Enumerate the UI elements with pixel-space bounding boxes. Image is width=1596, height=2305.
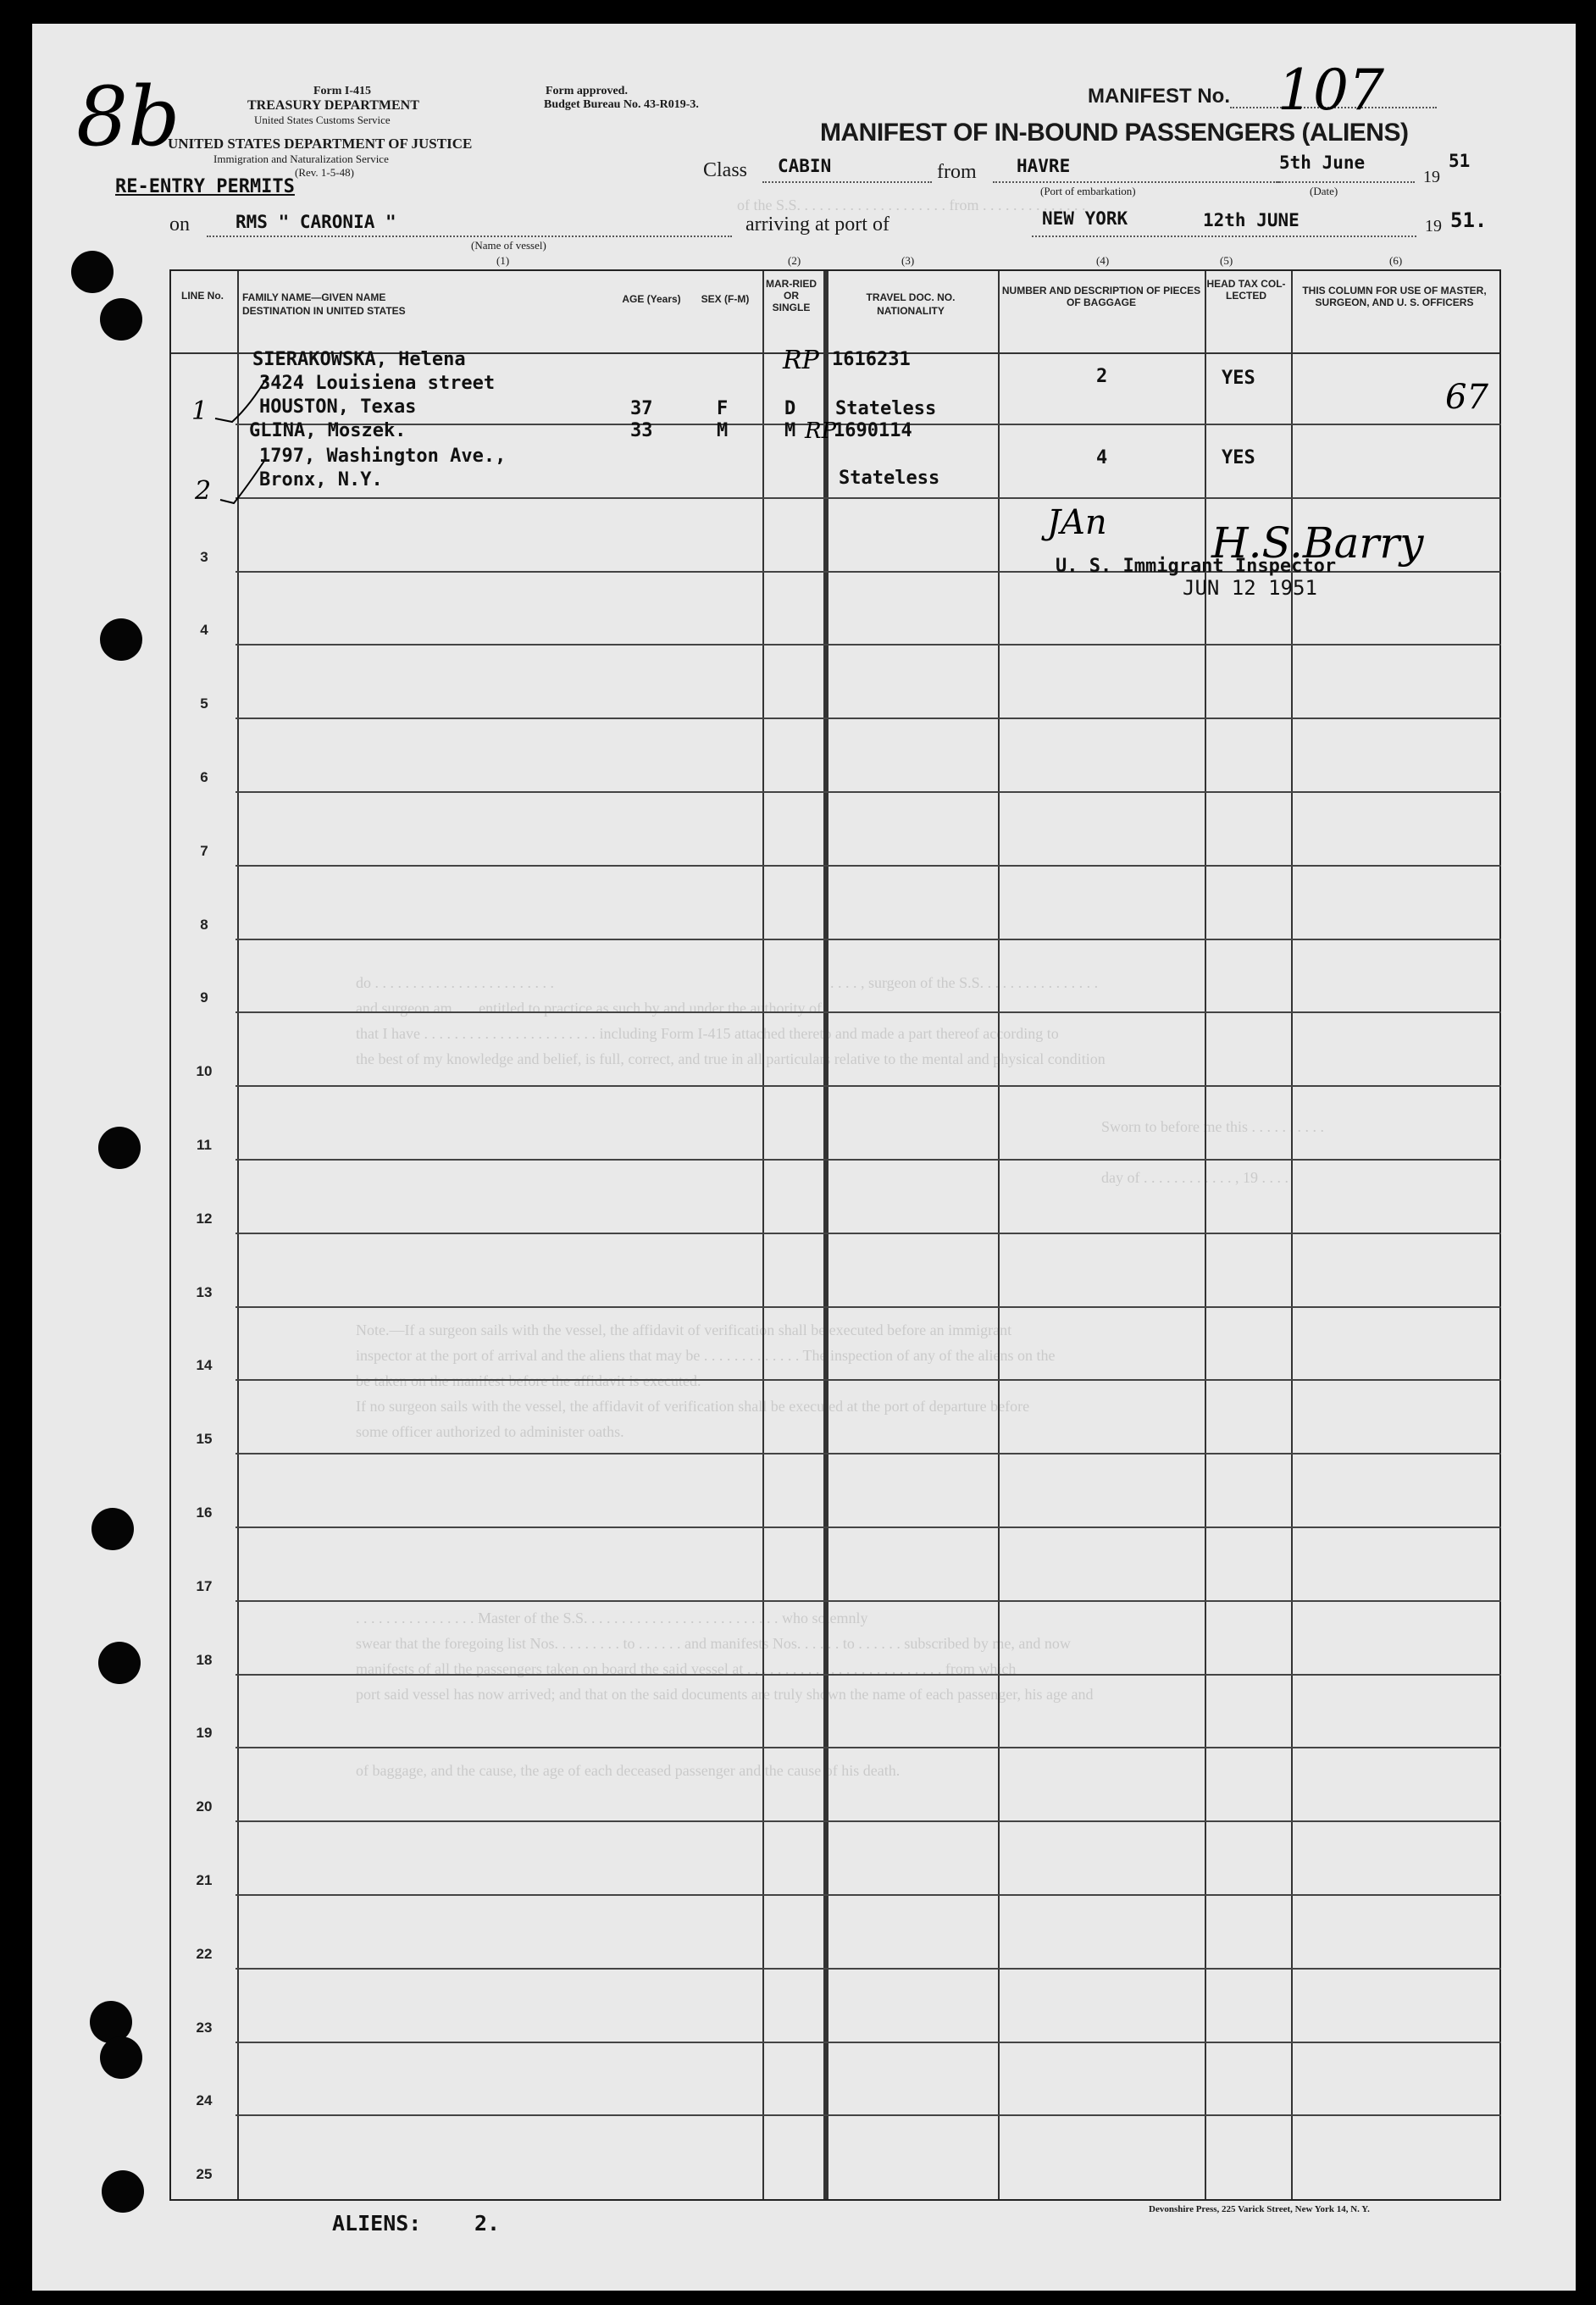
departure-date-value: 5th June [1279, 152, 1366, 173]
bleed-through-text: of baggage, and the cause, the age of each deceased passenger and the cause of his death. [356, 1762, 901, 1779]
column-number: (6) [1389, 254, 1403, 267]
header-nationality: NATIONALITY [877, 305, 945, 317]
check-mark-icon [217, 457, 268, 505]
column-number: (2) [788, 254, 801, 267]
column-divider [998, 271, 1000, 2199]
line-number: 11 [197, 1137, 212, 1153]
form-number: Form I-415 [313, 85, 372, 97]
row-line [236, 718, 1501, 719]
line-number: 12 [196, 1211, 213, 1227]
row-line [236, 1379, 1501, 1381]
arrival-port-value: NEW YORK [1042, 208, 1128, 229]
arrival-year-suffix: 51. [1450, 208, 1488, 232]
punch-hole [98, 1127, 141, 1169]
passenger-travel-doc: 1616231 [832, 349, 911, 370]
line-number: 22 [196, 1946, 213, 1962]
column-number: (1) [496, 254, 510, 267]
officer-note: 67 [1445, 378, 1488, 417]
row-check-mark: 1 [191, 396, 208, 426]
from-label: from [937, 161, 977, 183]
column-divider [827, 271, 828, 2199]
header-married: MAR-RIED OR SINGLE [766, 278, 817, 313]
aliens-count-value: 2. [474, 2211, 501, 2236]
date-caption: (Date) [1310, 185, 1338, 197]
line-number: 8 [200, 917, 208, 933]
punch-hole [100, 2036, 142, 2079]
passenger-address: 1797, Washington Ave., [259, 446, 507, 467]
header-travel-doc: TRAVEL DOC. NO. [866, 291, 956, 303]
passenger-marital: D [784, 398, 796, 419]
passenger-address: 3424 Louisiena street [259, 373, 496, 394]
header-sex: SEX (F-M) [701, 293, 750, 305]
bleed-through-text: swear that the foregoing list Nos. . . . . . . . . to . . . . . . and manifests Nos. . . . . . to . . . . . . subscribed by me, and now [356, 1635, 1071, 1652]
row-line [236, 1820, 1501, 1822]
passenger-baggage: 2 [1096, 366, 1108, 387]
row-line [236, 1011, 1501, 1013]
row-line [236, 1674, 1501, 1676]
bleed-through-text: . . . . , surgeon of the S.S. . . . . . . . . . . . . . . . [830, 974, 1099, 991]
column-divider [823, 271, 825, 2199]
bleed-through-text: that I have . . . . . . . . . . . . . . . . . . . . . . . including Form I-415 attached thereto and made a part thereof according to [356, 1025, 1059, 1042]
row-check-mark: 2 [195, 476, 212, 506]
line-number: 9 [200, 989, 208, 1006]
inspector-initials: JAn [1047, 503, 1107, 542]
class-label: Class [703, 159, 748, 181]
ins-label: Immigration and Naturalization Service [213, 152, 389, 165]
manifest-number-label: MANIFEST No. [1088, 85, 1230, 108]
row-line [236, 1527, 1501, 1528]
row-line [236, 791, 1501, 793]
bleed-through-text: the best of my knowledge and belief, is full, correct, and true in all particulars relative to the mental and physical condition [356, 1050, 1106, 1067]
doc-prefix-handwritten: RP [805, 418, 837, 444]
printer-imprint: Devonshire Press, 225 Varick Street, New York 14, N. Y. [1149, 2204, 1370, 2214]
bleed-through-text: and surgeon am . . . entitled to practice as such by and under the authority of . . . . . . . . . . . . . . . . . . . . . . . [356, 1000, 998, 1017]
revision-label: (Rev. 1-5-48) [295, 166, 354, 179]
bleed-through-text: Note.—If a surgeon sails with the vessel, the affidavit of verification shall be executed before an immigrant [356, 1321, 1012, 1338]
line-number: 20 [196, 1798, 213, 1815]
passenger-name: SIERAKOWSKA, Helena [252, 349, 466, 370]
passenger-age: 33 [630, 420, 653, 441]
justice-label: UNITED STATES DEPARTMENT OF JUSTICE [168, 136, 473, 152]
punch-hole [100, 618, 142, 661]
passenger-nationality: Stateless [839, 468, 940, 489]
form-approved-label: Form approved. [546, 85, 628, 97]
punch-hole [98, 1642, 141, 1684]
passenger-marital: M [784, 420, 796, 441]
bleed-through-text: day of . . . . . . . . . . . . , 19 . . . . [1101, 1169, 1288, 1186]
row-line [236, 1233, 1501, 1234]
bleed-through-text: be taken on the manifest before the affidavit is executed. [356, 1372, 701, 1389]
bleed-through-text: do . . . . . . . . . . . . . . . . . . . . . . . . [356, 974, 554, 991]
vessel-on-label: on [169, 213, 190, 235]
column-number: (5) [1220, 254, 1233, 267]
punch-hole [100, 298, 142, 341]
passenger-name: GLINA, Moszek. [249, 420, 407, 441]
arrival-underline [1032, 235, 1416, 237]
line-number: 25 [196, 2166, 213, 2182]
date-underline [1276, 181, 1415, 183]
passenger-city: HOUSTON, Texas [259, 396, 417, 418]
row-line [236, 1747, 1501, 1748]
header-baggage: NUMBER AND DESCRIPTION OF PIECES OF BAGGAGE [1001, 285, 1201, 308]
class-underline [762, 181, 932, 183]
inspector-signature: H.S.Barry [1211, 518, 1424, 568]
re-entry-permits-stamp: RE-ENTRY PERMITS [115, 176, 295, 197]
year-prefix: 19 [1423, 168, 1440, 186]
row-line [236, 644, 1501, 646]
header-age: AGE (Years) [622, 293, 681, 305]
line-number: 4 [200, 622, 208, 638]
line-number: 17 [196, 1578, 213, 1594]
line-number: 5 [200, 695, 208, 712]
line-number: 21 [196, 1872, 213, 1888]
vessel-underline [207, 235, 732, 237]
passenger-head-tax: YES [1222, 447, 1255, 468]
row-line [236, 1968, 1501, 1970]
column-divider [762, 271, 764, 2199]
passenger-sex: F [717, 398, 729, 419]
arrival-date-value: 12th JUNE [1203, 210, 1300, 230]
passenger-travel-doc: 1690114 [834, 420, 912, 441]
corner-mark: 8b [76, 69, 180, 164]
bleed-through-text: manifests of all the passengers taken on board the said vessel at . . . . . . . . . . . . . . . . . . . . . . . . . . from which [356, 1660, 1017, 1677]
row-line [236, 1085, 1501, 1087]
budget-bureau-label: Budget Bureau No. 43-R019-3. [544, 98, 699, 111]
row-line [236, 1453, 1501, 1454]
bleed-through-text: inspector at the port of arrival and the aliens that may be . . . . . . . . . . . . . The inspection of any of the aliens on the [356, 1347, 1056, 1364]
line-number: 7 [200, 843, 208, 859]
passenger-age: 37 [630, 398, 653, 419]
punch-hole [102, 2170, 144, 2213]
line-number: 13 [196, 1284, 213, 1300]
column-number: (4) [1096, 254, 1110, 267]
page-title: MANIFEST OF IN-BOUND PASSENGERS (ALIENS) [820, 119, 1409, 147]
passenger-baggage: 4 [1096, 447, 1108, 468]
row-line [236, 2114, 1501, 2116]
bleed-through-text: port said vessel has now arrived; and that on the said documents are truly shown the name of each passenger, his age and [356, 1686, 1094, 1703]
passenger-nationality: Stateless [835, 398, 937, 419]
port-of-embarkation-value: HAVRE [1017, 156, 1071, 176]
row-line [236, 865, 1501, 867]
inspector-label: U. S. Immigrant Inspector [1056, 556, 1337, 577]
bleed-through-text: . . . . . . . . . . . . . . . . Master of the S.S. . . . . . . . . . . . . . . . . . . . . . . . . . who solemnly [356, 1610, 868, 1626]
row-line [236, 1894, 1501, 1896]
header-destination: DESTINATION IN UNITED STATES [242, 305, 406, 317]
passenger-head-tax: YES [1222, 368, 1255, 389]
row-line [236, 1159, 1501, 1161]
doc-prefix-handwritten: RP [783, 346, 819, 375]
column-divider [237, 271, 239, 2199]
row-line [236, 1306, 1501, 1308]
line-number: 23 [196, 2020, 213, 2036]
bleed-through-text: If no surgeon sails with the vessel, the affidavit of verification shall be executed at the port of departure before [356, 1398, 1030, 1415]
line-number: 3 [200, 549, 208, 565]
punch-hole [71, 251, 114, 293]
punch-hole [91, 1508, 134, 1550]
line-number: 10 [196, 1063, 213, 1079]
treasury-label: TREASURY DEPARTMENT [247, 98, 419, 113]
arriving-label: arriving at port of [745, 213, 889, 235]
line-number: 19 [196, 1725, 213, 1741]
port-embark-caption: (Port of embarkation) [1040, 185, 1136, 197]
line-number: 15 [196, 1431, 213, 1447]
header-name: FAMILY NAME—GIVEN NAME [242, 291, 386, 303]
passenger-sex: M [717, 420, 729, 441]
header-head-tax: HEAD TAX COL-LECTED [1206, 278, 1286, 302]
check-mark-icon [212, 373, 271, 424]
bleed-through-text: Sworn to before me this . . . . . . . . . . [1101, 1118, 1324, 1135]
line-number: 16 [196, 1504, 213, 1521]
from-underline [993, 181, 1281, 183]
bleed-through-text: of the S.S. . . . . . . . . . . . . . . . . . . . from . . . . . . . . . . . . . . [737, 197, 1086, 213]
customs-label: United States Customs Service [254, 114, 391, 126]
bleed-through-text: some officer authorized to administer oaths. [356, 1423, 624, 1440]
manifest-number-value: 107 [1277, 58, 1384, 123]
year-suffix: 51 [1449, 151, 1471, 171]
passenger-city: Bronx, N.Y. [259, 469, 383, 490]
vessel-name: RMS " CARONIA " [236, 212, 396, 232]
line-number: 18 [196, 1652, 213, 1668]
inspection-date-stamp: JUN 12 1951 [1183, 576, 1317, 600]
row-line [236, 2042, 1501, 2043]
header-officers: THIS COLUMN FOR USE OF MASTER, SURGEON, AND U. S. OFFICERS [1302, 285, 1487, 308]
column-number: (3) [901, 254, 915, 267]
row-line [236, 939, 1501, 940]
line-number: 6 [200, 769, 208, 785]
class-value: CABIN [778, 156, 832, 176]
line-number: 24 [196, 2092, 213, 2108]
row-line [236, 497, 1501, 499]
aliens-count-label: ALIENS: [332, 2211, 422, 2236]
arrival-year-prefix: 19 [1425, 217, 1442, 235]
row-line [236, 1600, 1501, 1602]
vessel-caption: (Name of vessel) [471, 239, 546, 252]
header-line-no: LINE No. [181, 290, 224, 302]
line-number: 14 [196, 1357, 213, 1373]
